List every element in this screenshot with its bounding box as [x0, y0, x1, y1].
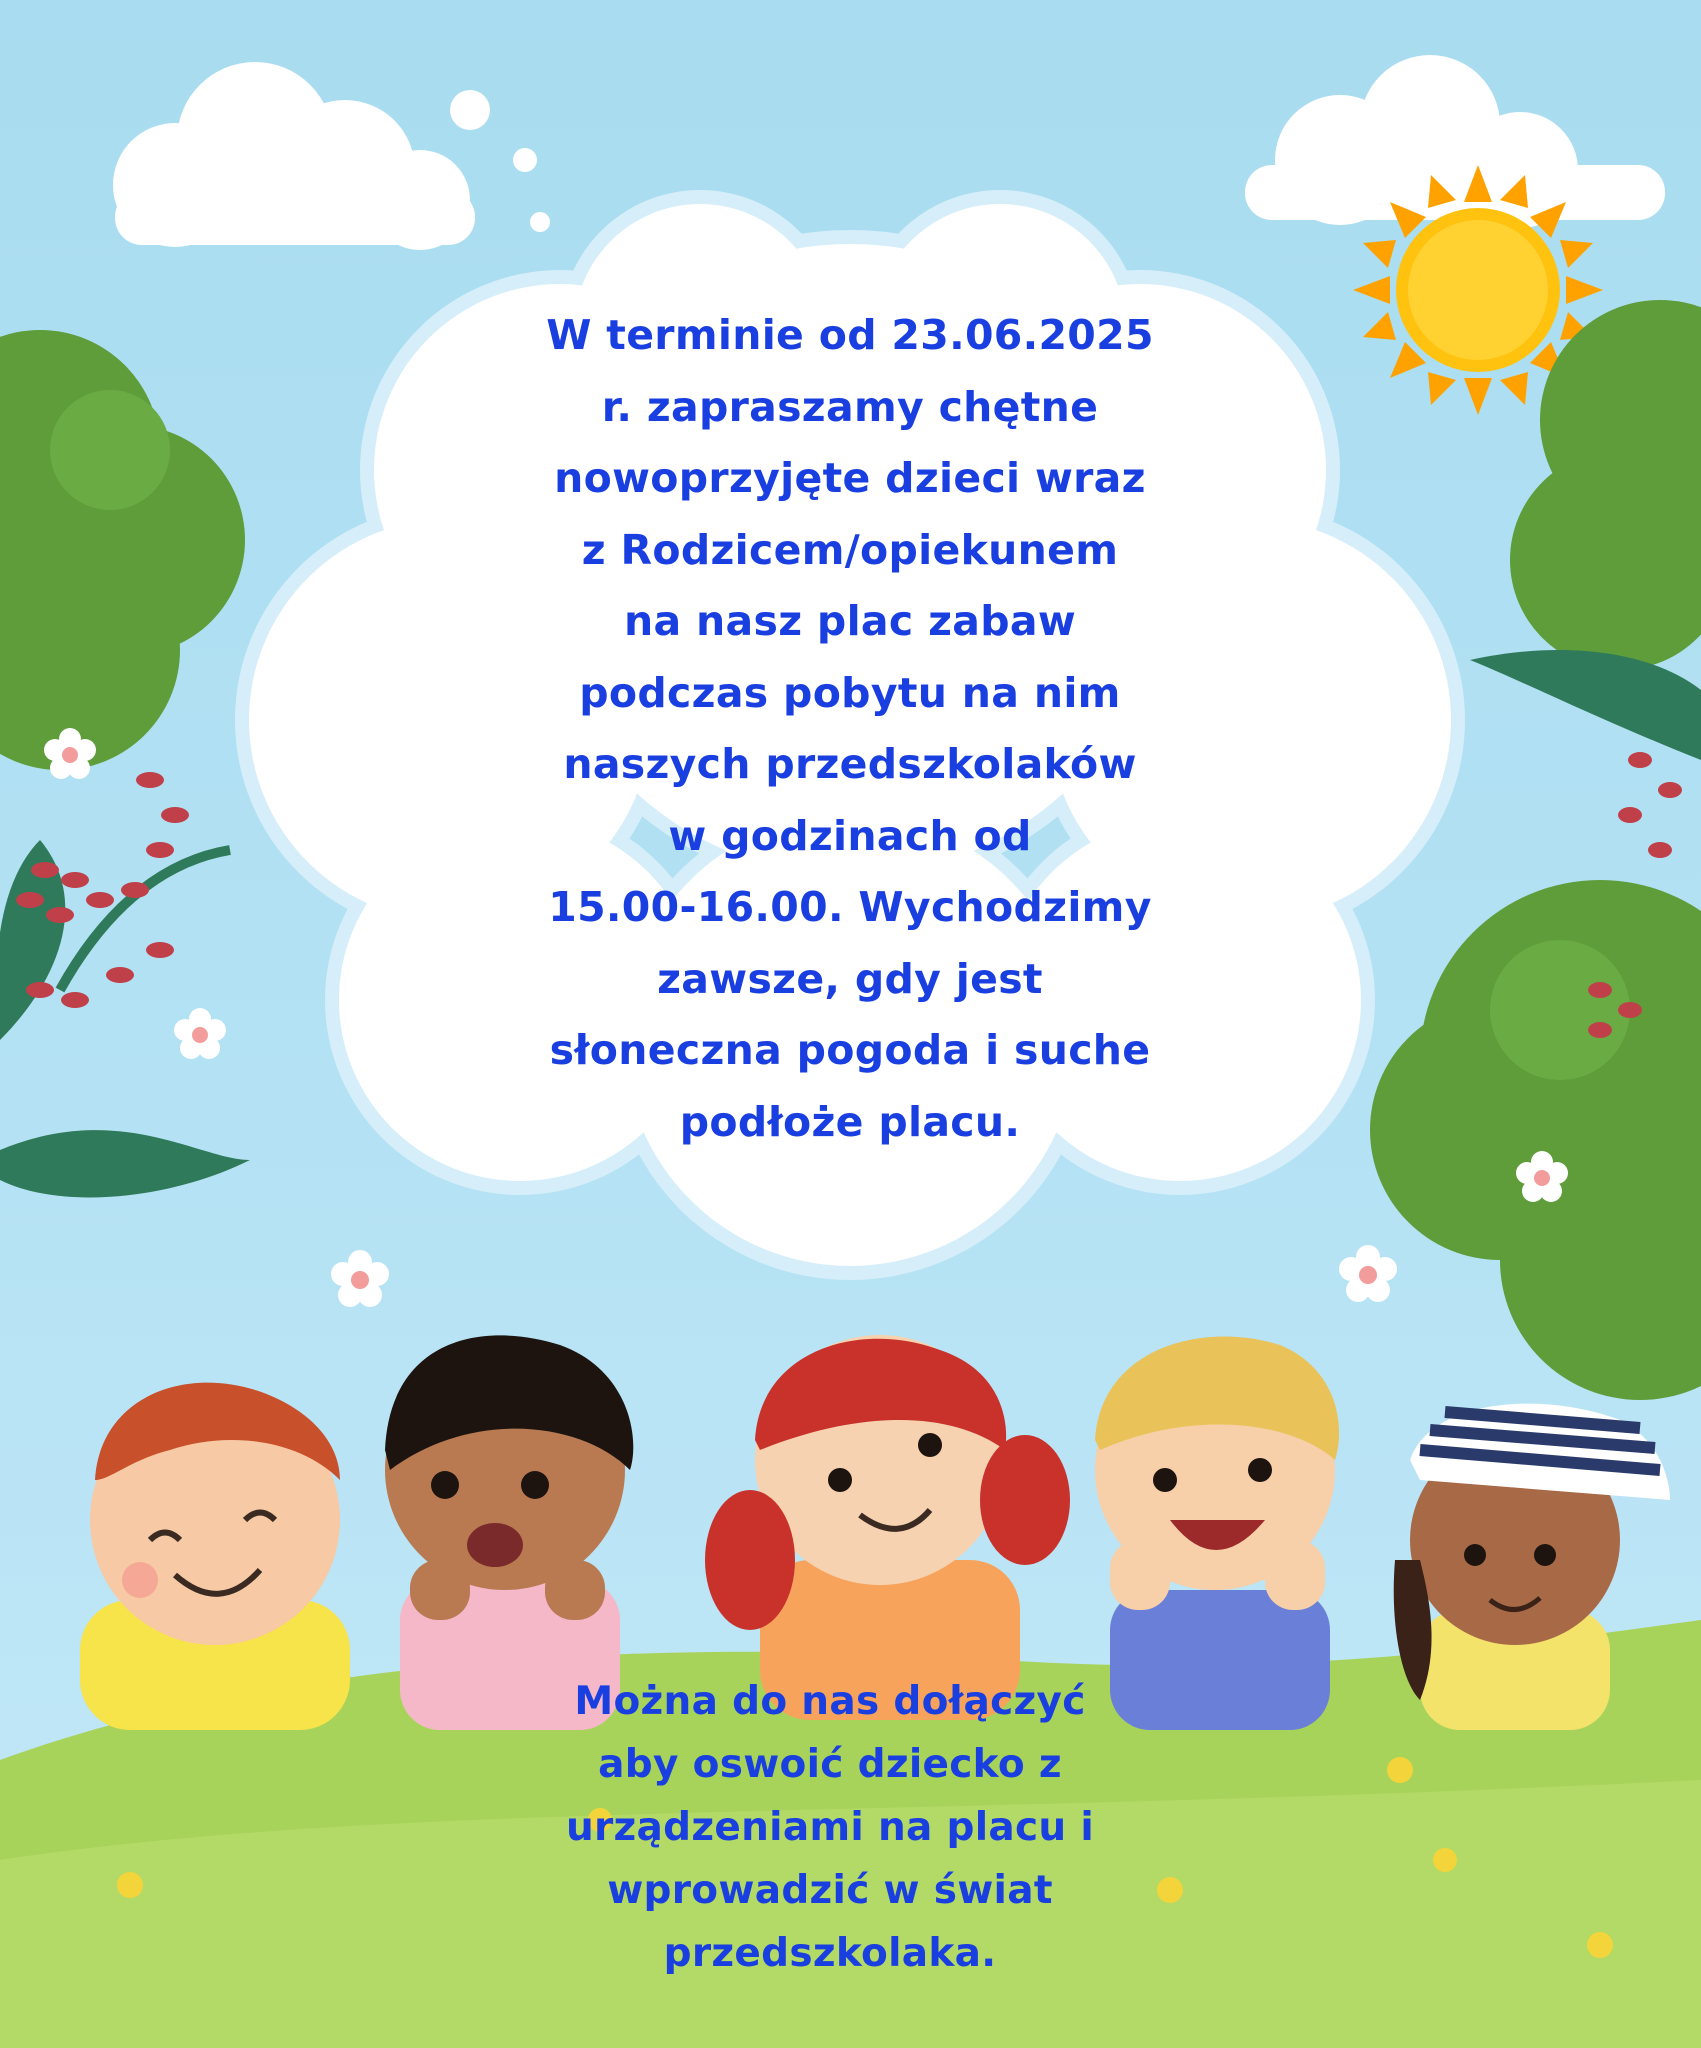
announcement-line: r. zapraszamy chętne	[601, 382, 1099, 431]
child-boy-ginger-icon	[80, 1383, 350, 1730]
invitation-text	[500, 1670, 1160, 1985]
announcement-line: podczas pobytu na nim	[579, 668, 1121, 717]
announcement-line: W terminie od 23.06.2025	[546, 311, 1154, 359]
announcement-line: słoneczna pogoda i suche	[549, 1026, 1151, 1074]
invitation-line: aby oswoić dziecko z	[598, 1742, 1062, 1787]
invitation-line: wprowadzić w świat	[607, 1868, 1053, 1913]
tree-left-icon	[0, 330, 250, 1197]
invitation-line: Można do nas dołączyć	[574, 1679, 1086, 1724]
announcement-line: z Rodzicem/opiekunem	[581, 525, 1119, 574]
invitation-line: urządzeniami na placu i	[565, 1805, 1095, 1850]
invitation-line: przedszkolaka.	[663, 1931, 997, 1976]
announcement-line: zawsze, gdy jest	[657, 954, 1043, 1003]
announcement-line: 15.00-16.00. Wychodzimy	[548, 883, 1152, 931]
cloud-icon	[1245, 55, 1665, 228]
announcement-line: naszych przedszkolaków	[563, 740, 1137, 788]
announcement-line: nowoprzyjęte dzieci wraz	[554, 454, 1146, 502]
announcement-line: w godzinach od	[668, 811, 1032, 860]
announcement-line: podłoże placu.	[679, 1097, 1021, 1146]
announcement-line: na nasz plac zabaw	[624, 597, 1076, 645]
announcement-text	[470, 300, 1230, 1158]
cloud-icon	[113, 62, 550, 250]
